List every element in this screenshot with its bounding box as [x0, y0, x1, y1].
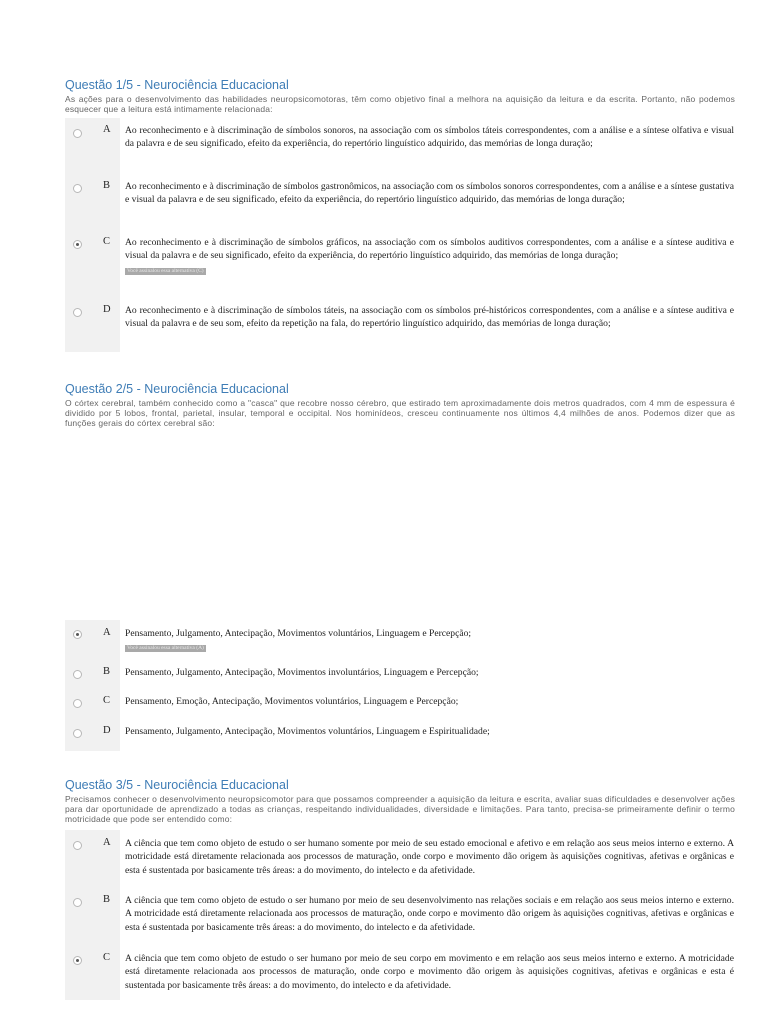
- option-letter: B: [103, 666, 111, 677]
- option-letter: D: [103, 725, 111, 736]
- radio-button[interactable]: [73, 129, 82, 138]
- option-letter: A: [103, 837, 111, 848]
- question-statement: As ações para o desenvolvimento das habilidades neuropsicomotoras, têm como objetivo final a melhora na aquisição da leitura e da escrita. Portanto, não podemos esquecer que a leitura está intimamente relacionada:: [65, 94, 735, 115]
- option-c[interactable]: [65, 687, 735, 717]
- option-d[interactable]: [65, 717, 735, 751]
- option-letter: A: [103, 124, 111, 135]
- radio-button[interactable]: [73, 841, 82, 850]
- option-a[interactable]: [65, 830, 735, 886]
- option-a[interactable]: [65, 620, 735, 653]
- radio-button[interactable]: [73, 898, 82, 907]
- option-c[interactable]: [65, 944, 735, 1000]
- option-letter: B: [103, 180, 111, 191]
- option-text: Ao reconhecimento e à discriminação de símbolos gastronômicos, na associação com os símbolos sonoros correspondentes, com a análise e a síntese gustativa e visual da palavra e de seu significado, efeito da experiência, do repertório linguístico adquirido, das memórias de longa duração;: [125, 181, 734, 206]
- option-text: A ciência que tem como objeto de estudo o ser humano somente por meio de seu estado emocional e afetivo e em relação aos seus meios interno e externo. A motricidade está diretamente relacionada aos processos de maturação, onde corpo e movimento dão origem às aquisições cognitivas, afetivas e orgânicas e esta é sustentada por basicamente três áreas: a do movimento, do intelecto e da afetividade.: [125, 838, 734, 876]
- option-text: Pensamento, Julgamento, Antecipação, Movimentos voluntários, Linguagem e Espiritualidade;: [125, 726, 490, 737]
- option-text: Pensamento, Emoção, Antecipação, Movimentos voluntários, Linguagem e Percepção;: [125, 696, 459, 707]
- radio-button-selected[interactable]: [73, 240, 82, 249]
- radio-button[interactable]: [73, 729, 82, 738]
- question-statement: Precisamos conhecer o desenvolvimento neuropsicomotor para que possamos compreender a aquisição da leitura e escrita, avaliar suas dificuldades e desenvolver ações para dar oportunidade de aprendizado a todas as crianças, respeitando individualidades, diversidade e limitações. Para tanto, precisa-se primeiramente definir o termo motricidade que pode ser entendido como:: [65, 794, 735, 825]
- option-text: Pensamento, Julgamento, Antecipação, Movimentos voluntários, Linguagem e Percepção;: [125, 628, 472, 639]
- question-3: [65, 778, 735, 825]
- radio-button[interactable]: [73, 308, 82, 317]
- radio-button[interactable]: [73, 184, 82, 193]
- option-text: Ao reconhecimento e à discriminação de símbolos sonoros, na associação com os símbolos táteis correspondentes, com a análise e a síntese olfativa e visual da palavra e de seu significado, efeito da experiência, do repertório linguístico adquirido, das memórias de longa duração;: [125, 125, 734, 150]
- option-a[interactable]: [65, 118, 735, 172]
- option-text: A ciência que tem como objeto de estudo o ser humano por meio de seu desenvolvimento nas relações sociais e em relação aos seus meios interno e externo. A motricidade está diretamente relacionada aos processos de maturação, onde corpo e movimento dão origem às aquisições cognitivas, afetivas e orgânicas e esta é sustentada por basicamente três áreas: a do movimento, do intelecto e da afetividade.: [125, 895, 734, 933]
- option-text: Pensamento, Julgamento, Antecipação, Movimentos involuntários, Linguagem e Percepção;: [125, 667, 479, 678]
- option-letter: A: [103, 627, 111, 638]
- option-letter: B: [103, 894, 111, 905]
- question-1: [65, 78, 735, 114]
- radio-button-selected[interactable]: [73, 956, 82, 965]
- option-b[interactable]: [65, 886, 735, 944]
- option-text: Ao reconhecimento e à discriminação de símbolos táteis, na associação com os símbolos pré-históricos correspondentes, com a análise e a síntese auditiva e visual da palavra e de seu som, efeito da repetição na fala, do repertório linguístico adquirido, das memórias de longa duração;: [125, 305, 734, 330]
- answered-note: Você assinalou essa alternativa (C): [127, 267, 204, 274]
- question-title: Questão 1/5 - Neurociência Educacional: [65, 78, 289, 92]
- option-text: A ciência que tem como objeto de estudo o ser humano por meio de seu corpo em movimento e em relação aos seus meios interno e externo. A motricidade está diretamente relacionada aos processos de maturação, onde corpo e movimento dão origem às aquisições cognitivas, afetivas e orgânicas e esta é sustentada por basicamente três áreas: a do movimento, do intelecto e da afetividade.: [125, 953, 734, 991]
- option-letter: C: [103, 695, 111, 706]
- option-d[interactable]: [65, 296, 735, 352]
- answered-note: Você assinalou essa alternativa (A): [127, 645, 204, 652]
- radio-button[interactable]: [73, 699, 82, 708]
- question-title: Questão 3/5 - Neurociência Educacional: [65, 778, 289, 792]
- option-b[interactable]: [65, 653, 735, 687]
- radio-button[interactable]: [73, 670, 82, 679]
- radio-button-selected[interactable]: [73, 630, 82, 639]
- question-title: Questão 2/5 - Neurociência Educacional: [65, 382, 289, 396]
- option-c[interactable]: [65, 228, 735, 296]
- option-letter: C: [103, 952, 111, 963]
- option-letter: C: [103, 236, 111, 247]
- option-letter: D: [103, 304, 111, 315]
- option-text: Ao reconhecimento e à discriminação de símbolos gráficos, na associação com os símbolos auditivos correspondentes, com a análise e a síntese auditiva e visual da palavra e de seu significado, efeito da experiência, do repertório linguístico adquirido, das memórias de longa duração;: [125, 237, 734, 262]
- option-b[interactable]: [65, 172, 735, 228]
- question-2: [65, 382, 735, 429]
- question-statement: O córtex cerebral, também conhecido como a "casca" que recobre nosso cérebro, que estirado tem aproximadamente dois metros quadrados, com 4 mm de espessura é dividido por 5 lobos, frontal, parietal, insular, temporal e occipital. Nos hominídeos, cresceu continuamente nos últimos 4,4 milhões de anos. Podemos dizer que as funções gerais do córtex cerebral são:: [65, 398, 735, 429]
